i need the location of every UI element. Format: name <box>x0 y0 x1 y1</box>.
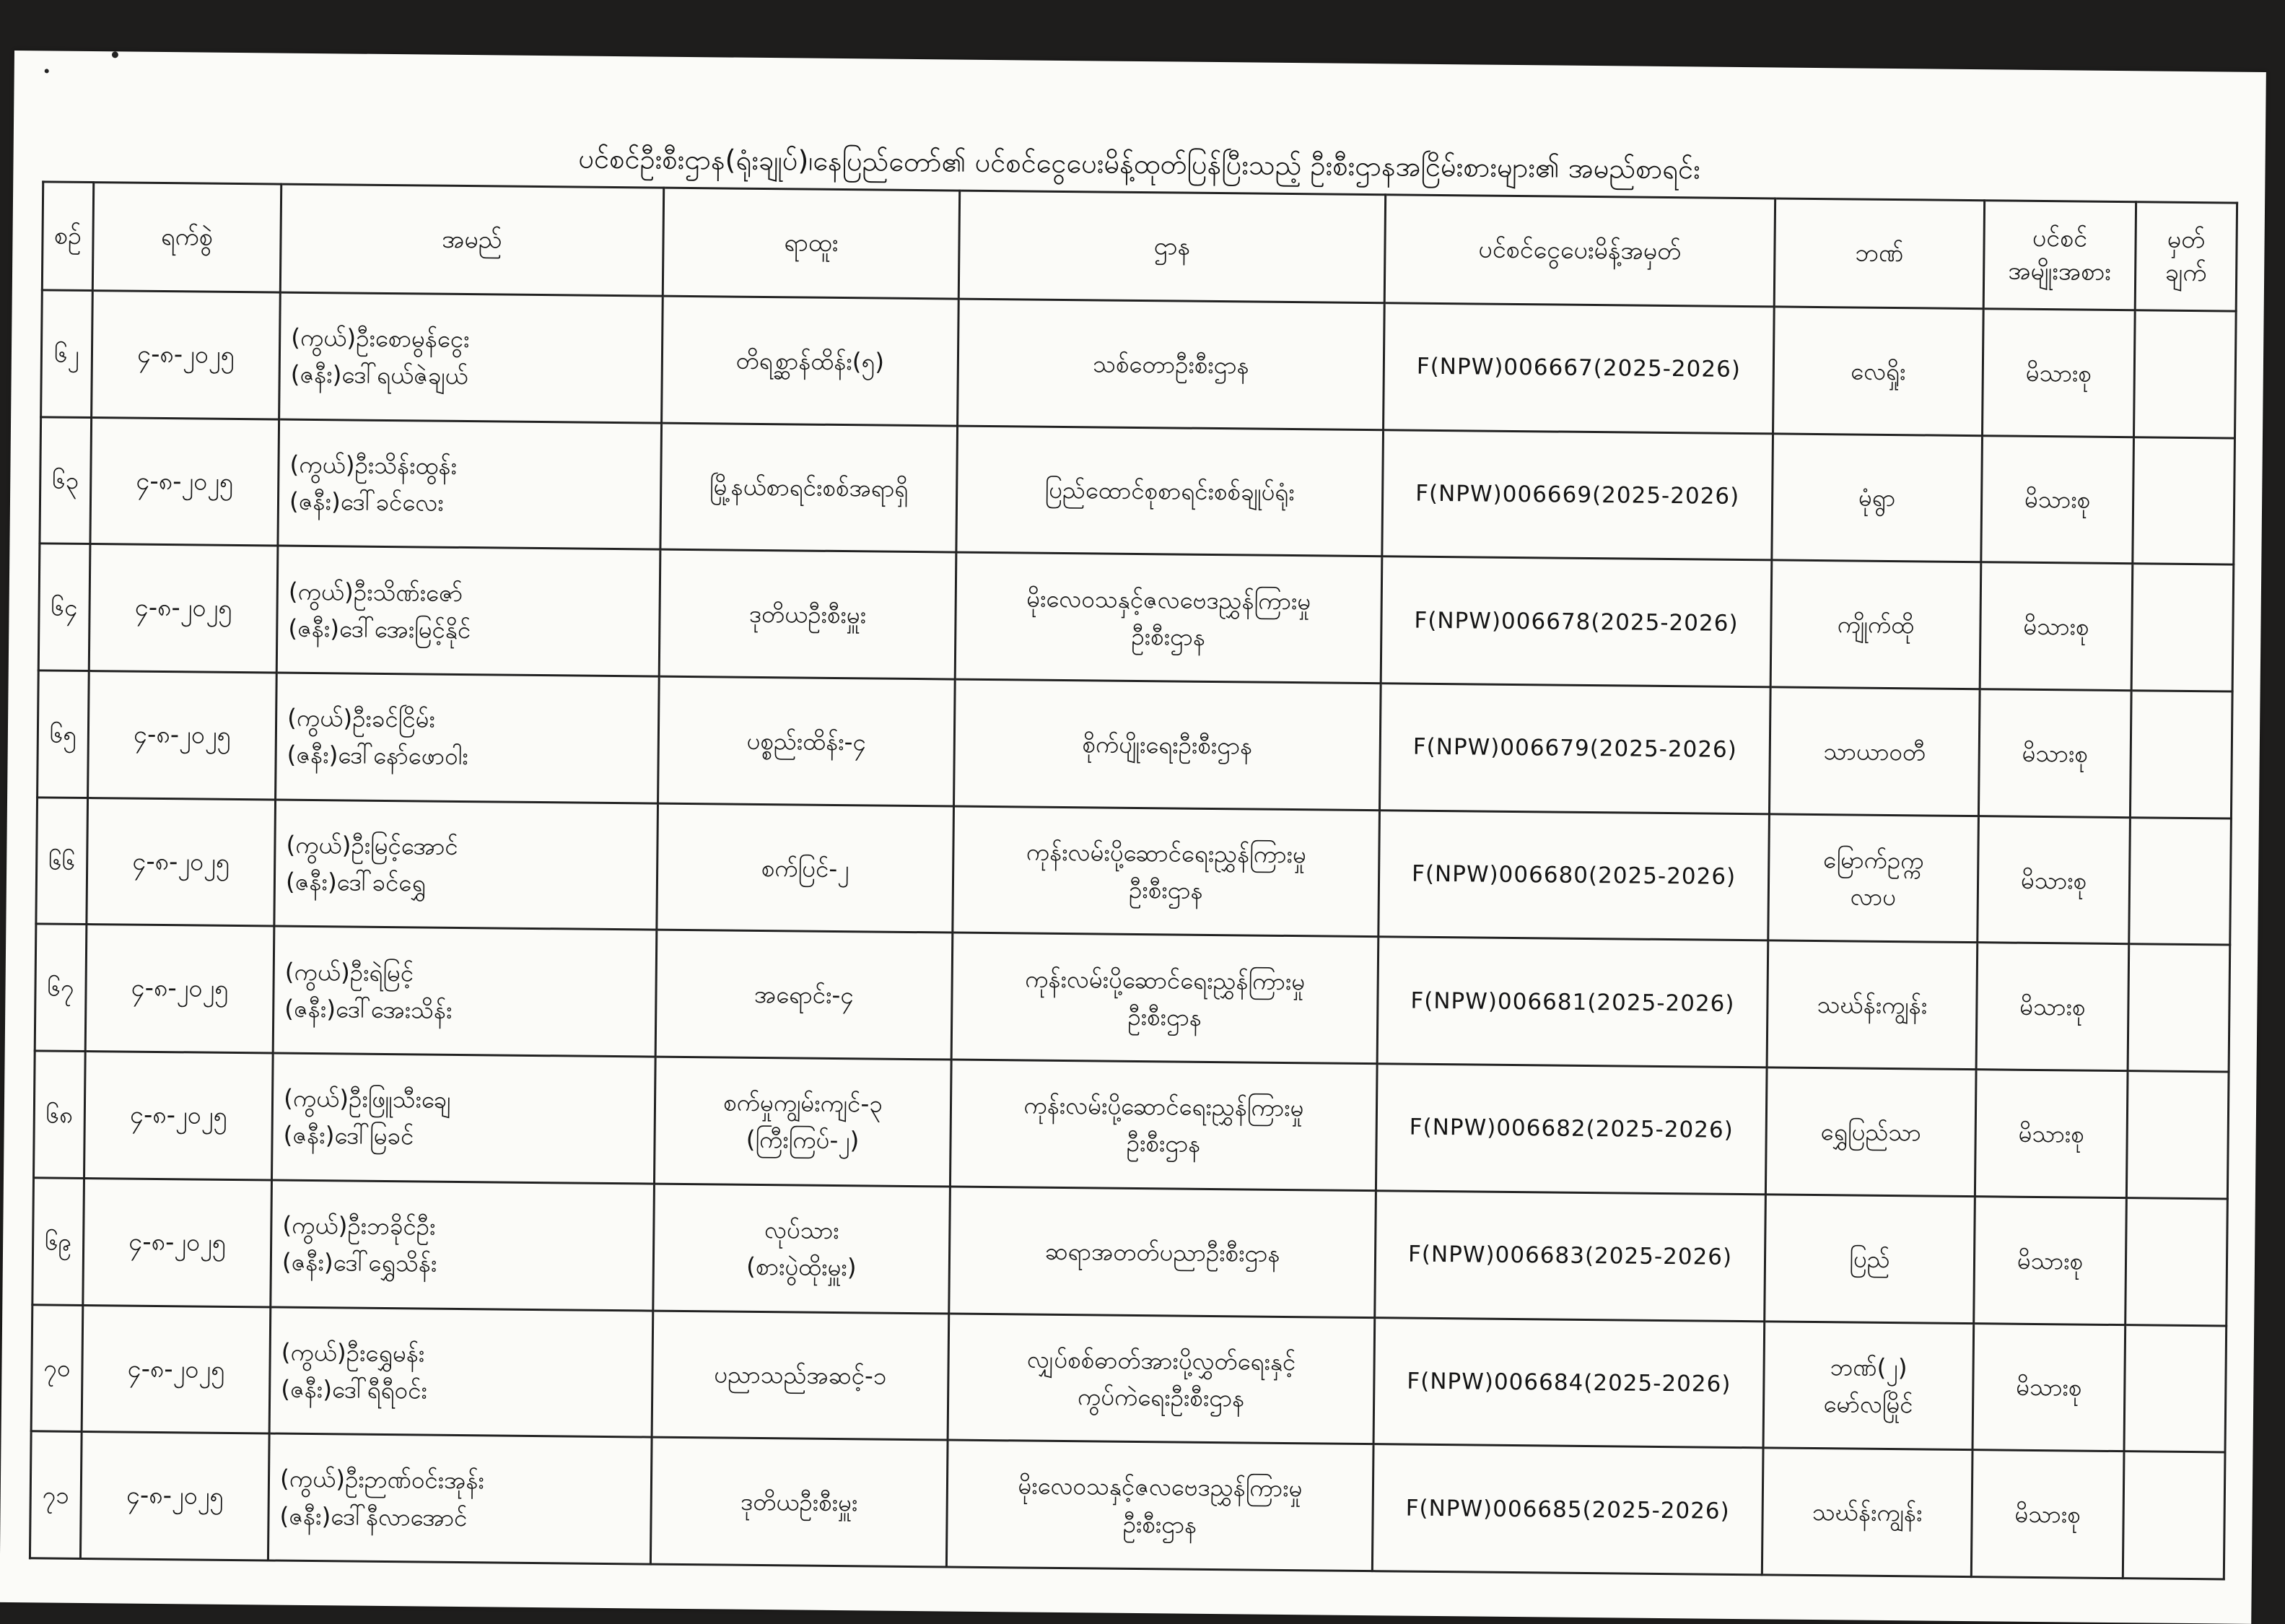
row-license-no <box>1381 556 1772 687</box>
row-department <box>956 426 1384 556</box>
row-name-name2: (ဇနီး)ဒေါ်ရီရီဝင်း <box>281 1374 428 1405</box>
row-date <box>85 925 274 1053</box>
row-department-dept1: ကုန်းလမ်းပို့ဆောင်ရေးညွှန်ကြားမှု <box>1026 837 1307 869</box>
row-no <box>32 1178 84 1305</box>
row-rank <box>660 423 958 553</box>
row-bank <box>1763 1321 1974 1449</box>
row-pension-type <box>1974 1196 2127 1324</box>
row-license-no <box>1379 810 1770 940</box>
row-rank-rank2: (ကြီးကြပ်-၂) <box>746 1125 860 1155</box>
row-remark-remark <box>2137 627 2227 628</box>
row-date-date: ၄-၈-၂၀၂၅ <box>131 974 229 1004</box>
row-department <box>955 552 1382 683</box>
row-bank-bank1: သဃ်န်းကျွန်း <box>1817 990 1928 1020</box>
row-remark-remark <box>2140 374 2230 375</box>
row-date <box>92 291 281 419</box>
row-rank-rank1: မြို့နယ်စာရင်းစစ်အရာရှိ <box>709 472 909 503</box>
speck-mark <box>112 51 118 58</box>
row-rank-rank1: ပစ္စည်းထိန်း-၄ <box>746 726 867 756</box>
row-bank <box>1765 1195 1975 1323</box>
row-pension-type-type: မိသားစု <box>2025 358 2092 388</box>
row-date-date: ၄-၈-၂၀၂၅ <box>134 593 232 624</box>
table-row <box>36 798 2232 946</box>
row-rank <box>653 1184 951 1314</box>
row-pension-type-type: မိသားစု <box>2024 485 2091 515</box>
row-department-dept2: ဦးစီးဌာန <box>1131 621 1206 651</box>
row-department-dept2: ဦးစီးဌာန <box>1126 1129 1201 1158</box>
row-no-no: ၇၁ <box>42 1480 70 1509</box>
row-name-name2: (ဇနီး)ဒေါ်ခင်လေး <box>289 486 444 517</box>
row-bank-bank1: ရွှေပြည်သာ <box>1820 1117 1922 1147</box>
row-rank-rank2: (စားပွဲထိုးမှူး) <box>746 1252 857 1282</box>
row-license-no-license: F(NPW)006669(2025-2026) <box>1415 480 1740 510</box>
row-department-dept2: ဦးစီးဌာန <box>1128 875 1203 904</box>
row-name-name2: (ဇနီး)ဒေါ်အေးသိန်း <box>284 994 453 1024</box>
row-no-no: ၆၃ <box>52 466 79 495</box>
row-department <box>950 1060 1377 1190</box>
row-rank-rank1: စက်ပြင်-၂ <box>761 853 849 883</box>
row-license-no <box>1382 429 1773 560</box>
row-department <box>953 806 1380 937</box>
row-no-no: ၆၈ <box>45 1100 74 1129</box>
table-header-row <box>42 182 2237 311</box>
row-date-date: ၄-၈-၂၀၂၅ <box>132 847 230 877</box>
row-remark <box>2133 437 2235 564</box>
row-rank <box>650 1437 948 1567</box>
row-date <box>84 1052 274 1180</box>
row-rank-rank1: စက်မှုကျွမ်းကျင်-၃ <box>722 1088 883 1118</box>
row-no-no: ၆၂ <box>53 339 80 368</box>
row-name-name1: (ကွယ်)ဦးခင်ငြိမ်း <box>287 703 436 733</box>
row-rank <box>658 676 956 806</box>
row-name-name1: (ကွယ်)ဦးဖြူသီးချေ <box>283 1083 451 1114</box>
table-row <box>31 1304 2227 1452</box>
row-pension-type <box>1978 816 2131 944</box>
row-remark <box>2126 1071 2229 1199</box>
row-license-no-license: F(NPW)006683(2025-2026) <box>1407 1241 1733 1271</box>
row-pension-type-type: မိသားစု <box>2020 865 2087 895</box>
row-remark <box>2128 944 2230 1072</box>
row-date-date: ၄-၈-၂၀၂၅ <box>128 1227 227 1257</box>
row-date-date: ၄-၈-၂၀၂၅ <box>136 466 234 497</box>
row-no <box>40 417 92 544</box>
row-department-dept1: ကုန်းလမ်းပို့ဆောင်ရေးညွှန်ကြားမှု <box>1023 1091 1304 1122</box>
row-pension-type <box>1981 435 2134 564</box>
row-name <box>271 1180 655 1311</box>
row-pension-type-type: မိသားစု <box>2014 1499 2081 1529</box>
header-rank: ရာထူး <box>663 188 959 299</box>
row-department-dept1: မိုးလေဝသနှင့်ဇလဗေဒညွှန်ကြားမှု <box>1026 584 1311 615</box>
row-remark <box>2131 564 2234 691</box>
row-no <box>30 1431 82 1558</box>
row-license-no-license: F(NPW)006682(2025-2026) <box>1409 1114 1734 1144</box>
row-name <box>276 673 660 803</box>
row-name <box>279 292 663 423</box>
document-page <box>0 51 2266 1624</box>
row-no-no: ၆၄ <box>51 593 78 622</box>
row-pension-type-type: မိသားစု <box>2018 1119 2085 1148</box>
row-department <box>958 299 1385 429</box>
row-license-no <box>1373 1317 1765 1448</box>
row-license-no-license: F(NPW)006678(2025-2026) <box>1414 607 1739 637</box>
row-name-name1: (ကွယ်)ဦးရွှေမန်း <box>281 1337 425 1368</box>
header-name: အမည် <box>280 184 663 296</box>
row-name-name1: (ကွယ်)ဦးဘခိုင်ဦး <box>282 1210 436 1241</box>
row-date <box>87 798 276 926</box>
row-license-no-license: F(NPW)006667(2025-2026) <box>1416 353 1742 383</box>
row-rank <box>657 803 954 933</box>
row-name <box>278 419 662 550</box>
row-license-no <box>1372 1444 1763 1575</box>
row-department-dept2: ကွပ်ကဲရေးဦးစီးဌာန <box>1077 1382 1245 1413</box>
row-pension-type-type: မိသားစု <box>2017 1246 2084 1275</box>
row-remark-remark <box>2129 1515 2219 1516</box>
row-remark-remark <box>2131 1261 2221 1262</box>
row-no <box>31 1304 83 1431</box>
row-license-no-license: F(NPW)006679(2025-2026) <box>1412 734 1738 764</box>
row-bank-bank1: မြောက်ဥက္က <box>1822 845 1924 875</box>
row-name <box>271 1053 655 1184</box>
row-bank <box>1768 814 1979 943</box>
row-pension-type <box>1983 309 2136 437</box>
row-date-date: ၄-၈-၂၀၂၅ <box>127 1354 225 1384</box>
row-remark <box>2123 1451 2225 1579</box>
row-date <box>88 671 277 800</box>
row-department <box>946 1440 1373 1571</box>
row-no <box>41 290 93 417</box>
row-rank-rank1: လုပ်သား <box>764 1215 839 1245</box>
row-remark-remark <box>2130 1388 2220 1389</box>
row-pension-type <box>1971 1450 2124 1579</box>
row-bank <box>1772 434 1983 562</box>
row-department <box>948 1314 1375 1444</box>
row-rank-rank1: ဒုတိယဦးစီးမှူး <box>740 1487 858 1517</box>
row-remark <box>2125 1197 2228 1325</box>
row-name-name2: (ဇနီး)ဒေါ်ရယ်ဇဲချယ် <box>290 360 468 390</box>
row-bank <box>1773 307 1984 435</box>
row-date <box>80 1432 269 1560</box>
row-pension-type-type: မိသားစု <box>2023 611 2089 641</box>
pension-list-table <box>29 180 2238 1580</box>
row-department-dept1: လျှပ်စစ်ဓာတ်အားပို့လွှတ်ရေးနှင့် <box>1026 1345 1296 1376</box>
row-bank-bank1: လေရှိုး <box>1851 357 1906 385</box>
row-pension-type-type: မိသားစု <box>2022 738 2089 768</box>
row-rank <box>655 930 953 1060</box>
row-department <box>951 933 1379 1063</box>
row-bank-bank1: ပြည် <box>1849 1244 1890 1273</box>
table-row <box>40 417 2235 565</box>
row-no <box>34 1051 86 1178</box>
row-name <box>268 1433 652 1564</box>
row-bank <box>1765 1068 1976 1196</box>
row-date <box>90 417 279 546</box>
row-pension-type-type: မိသားစု <box>2016 1372 2082 1402</box>
row-no <box>35 924 87 1051</box>
row-name <box>276 546 660 676</box>
table-row <box>35 924 2230 1072</box>
row-remark <box>2124 1324 2227 1452</box>
row-bank <box>1762 1448 1972 1577</box>
row-bank <box>1769 687 1980 816</box>
row-remark-remark <box>2138 500 2229 501</box>
row-department <box>954 679 1381 810</box>
row-rank <box>662 296 959 426</box>
row-name-name1: (ကွယ်)ဦးဉာဏ်ဝင်းအုန်း <box>279 1464 485 1495</box>
row-no-no: ၆၉ <box>44 1227 72 1256</box>
row-date <box>82 1305 271 1433</box>
row-date-date: ၄-၈-၂၀၂၅ <box>126 1480 224 1511</box>
row-no-no: ၇၀ <box>43 1353 71 1383</box>
table-row <box>38 543 2234 691</box>
header-department: ဌာန <box>958 191 1385 303</box>
table-row <box>34 1051 2229 1199</box>
document-title: ပင်စင်ဦးစီးဌာန(ရုံးချုပ်)၊နေပြည်တော်၏ ပင်စင်ငွေပေးမိန့်ထုတ်ပြန်ပြီးသည့် ဦးစီးဌာနအငြိမ်းစားများ၏ အမည်စာရင်း <box>578 142 1700 185</box>
row-department-dept1: ပြည်ထောင်စုစာရင်းစစ်ချုပ်ရုံး <box>1044 476 1295 507</box>
row-department-dept1: ဆရာအတတ်ပညာဦးစီးဌာန <box>1044 1236 1280 1267</box>
row-name-name2: (ဇနီး)ဒေါ်နော်ဖောဝါး <box>287 741 468 771</box>
row-no <box>36 798 88 925</box>
row-name-name1: (ကွယ်)ဦးသိန်းထွန်း <box>289 450 458 480</box>
header-pension-type-line2: အမျိုးအစား <box>2008 256 2112 287</box>
table-row <box>38 671 2233 818</box>
row-name-name1: (ကွယ်)ဦးစောမွန်ငွေး <box>291 323 470 354</box>
row-date-date: ၄-၈-၂၀၂၅ <box>129 1100 227 1131</box>
row-name-name2: (ဇနီး)ဒေါ်မြခင် <box>283 1121 414 1151</box>
row-date-date: ၄-၈-၂၀၂၅ <box>136 339 235 370</box>
row-rank-rank1: ပညာသည်အဆင့်-၁ <box>714 1360 887 1390</box>
header-no: စဉ် <box>42 182 93 291</box>
table-row <box>41 290 2237 438</box>
row-rank-rank1: အရောင်း-၄ <box>753 980 855 1010</box>
table-row <box>32 1178 2228 1326</box>
row-bank-bank1: ကျိုက်ထို <box>1837 610 1915 639</box>
row-pension-type <box>1978 689 2131 818</box>
row-remark <box>2129 817 2232 945</box>
table-row <box>30 1431 2225 1579</box>
row-department-dept2: ဦးစီးဌာန <box>1122 1509 1197 1539</box>
row-license-no-license: F(NPW)006680(2025-2026) <box>1411 860 1736 891</box>
row-no <box>38 671 89 798</box>
header-bank: ဘဏ် <box>1774 198 1984 309</box>
row-name-name1: (ကွယ်)ဦးရဲမြင့် <box>284 957 414 987</box>
row-license-no-license: F(NPW)006685(2025-2026) <box>1405 1495 1730 1524</box>
row-bank <box>1767 940 1978 1069</box>
row-department-dept1: ကုန်းလမ်းပို့ဆောင်ရေးညွှန်ကြားမှု <box>1025 964 1306 995</box>
row-name-name2: (ဇနီး)ဒေါ်နီလာအောင် <box>279 1501 468 1532</box>
row-name-name2: (ဇနီး)ဒေါ်ရွှေသိန်း <box>281 1247 437 1278</box>
row-bank <box>1770 560 1981 689</box>
row-pension-type <box>1972 1323 2125 1451</box>
row-license-no <box>1377 937 1768 1068</box>
row-bank-bank1: သဃ်န်းကျွန်း <box>1812 1498 1923 1527</box>
row-license-no <box>1376 1064 1767 1195</box>
header-pension-type <box>1983 201 2136 310</box>
row-license-no <box>1375 1190 1766 1321</box>
row-name <box>273 926 657 1057</box>
row-bank-bank1: မုံရွာ <box>1858 484 1896 512</box>
row-rank <box>654 1057 951 1187</box>
row-department-dept1: မိုးလေဝသနှင့်ဇလဗေဒညွှန်ကြားမှု <box>1018 1471 1303 1503</box>
row-license-no <box>1379 684 1770 814</box>
row-name <box>274 800 658 930</box>
row-name-name1: (ကွယ်)ဦးသိဏ်းဇော် <box>288 577 463 607</box>
row-department-dept1: သစ်တောဦးစီးဌာန <box>1092 349 1249 380</box>
row-name-name2: (ဇနီး)ဒေါ်ခင်ရွှေ <box>285 867 427 897</box>
row-no-no: ၆၆ <box>48 847 76 876</box>
row-bank-bank2: မော်လမြိုင် <box>1823 1389 1913 1419</box>
row-pension-type <box>1976 943 2129 1071</box>
row-bank-bank1: သာယာဝတီ <box>1823 736 1926 767</box>
row-rank-rank1: တိရစ္ဆာန်ထိန်း(၅) <box>735 346 885 376</box>
header-remark <box>2135 202 2237 311</box>
header-pension-type-line1: ပင်စင် <box>2032 223 2088 253</box>
header-date: ရက်စွဲ <box>92 183 281 292</box>
row-license-no <box>1384 303 1775 434</box>
row-department-dept2: ဦးစီးဌာန <box>1127 1002 1202 1031</box>
row-name <box>269 1306 653 1437</box>
row-rank-rank1: ဒုတိယဦးစီးမှူး <box>748 599 867 629</box>
row-license-no-license: F(NPW)006681(2025-2026) <box>1410 987 1735 1017</box>
row-remark <box>2130 691 2232 818</box>
row-pension-type-type: မိသားစု <box>2019 992 2086 1021</box>
row-date-date: ၄-၈-၂၀၂၅ <box>133 720 231 750</box>
header-remark-line1: မှတ် <box>2167 224 2206 254</box>
row-no-no: ၆၇ <box>47 973 74 1003</box>
row-bank-bank1: ဘဏ်(၂) <box>1830 1352 1908 1381</box>
row-license-no-license: F(NPW)006684(2025-2026) <box>1407 1368 1731 1397</box>
row-pension-type <box>1980 562 2133 691</box>
row-date <box>89 544 278 673</box>
row-rank <box>652 1311 949 1441</box>
row-bank-bank2: လာပ <box>1850 882 1897 912</box>
row-name-name2: (ဇနီး)ဒေါ်အေးမြင့်နိုင် <box>288 614 471 644</box>
speck-mark <box>45 69 49 73</box>
row-no-no: ၆၅ <box>49 720 77 748</box>
row-pension-type <box>1975 1070 2128 1198</box>
row-no <box>38 543 90 671</box>
row-remark-remark <box>2136 754 2227 755</box>
row-department-dept1: စိုက်ပျိုးရေးဦးစီးဌာန <box>1082 730 1253 760</box>
row-department <box>949 1187 1376 1317</box>
row-date <box>83 1178 272 1306</box>
row-remark <box>2133 310 2236 438</box>
header-license-no: ပင်စင်ငွေပေးမိန့်အမှတ် <box>1384 195 1775 307</box>
row-rank <box>659 549 956 679</box>
row-name-name1: (ကွယ်)ဦးမြင့်အောင် <box>286 830 458 860</box>
header-remark-line2: ချက် <box>2164 258 2207 287</box>
